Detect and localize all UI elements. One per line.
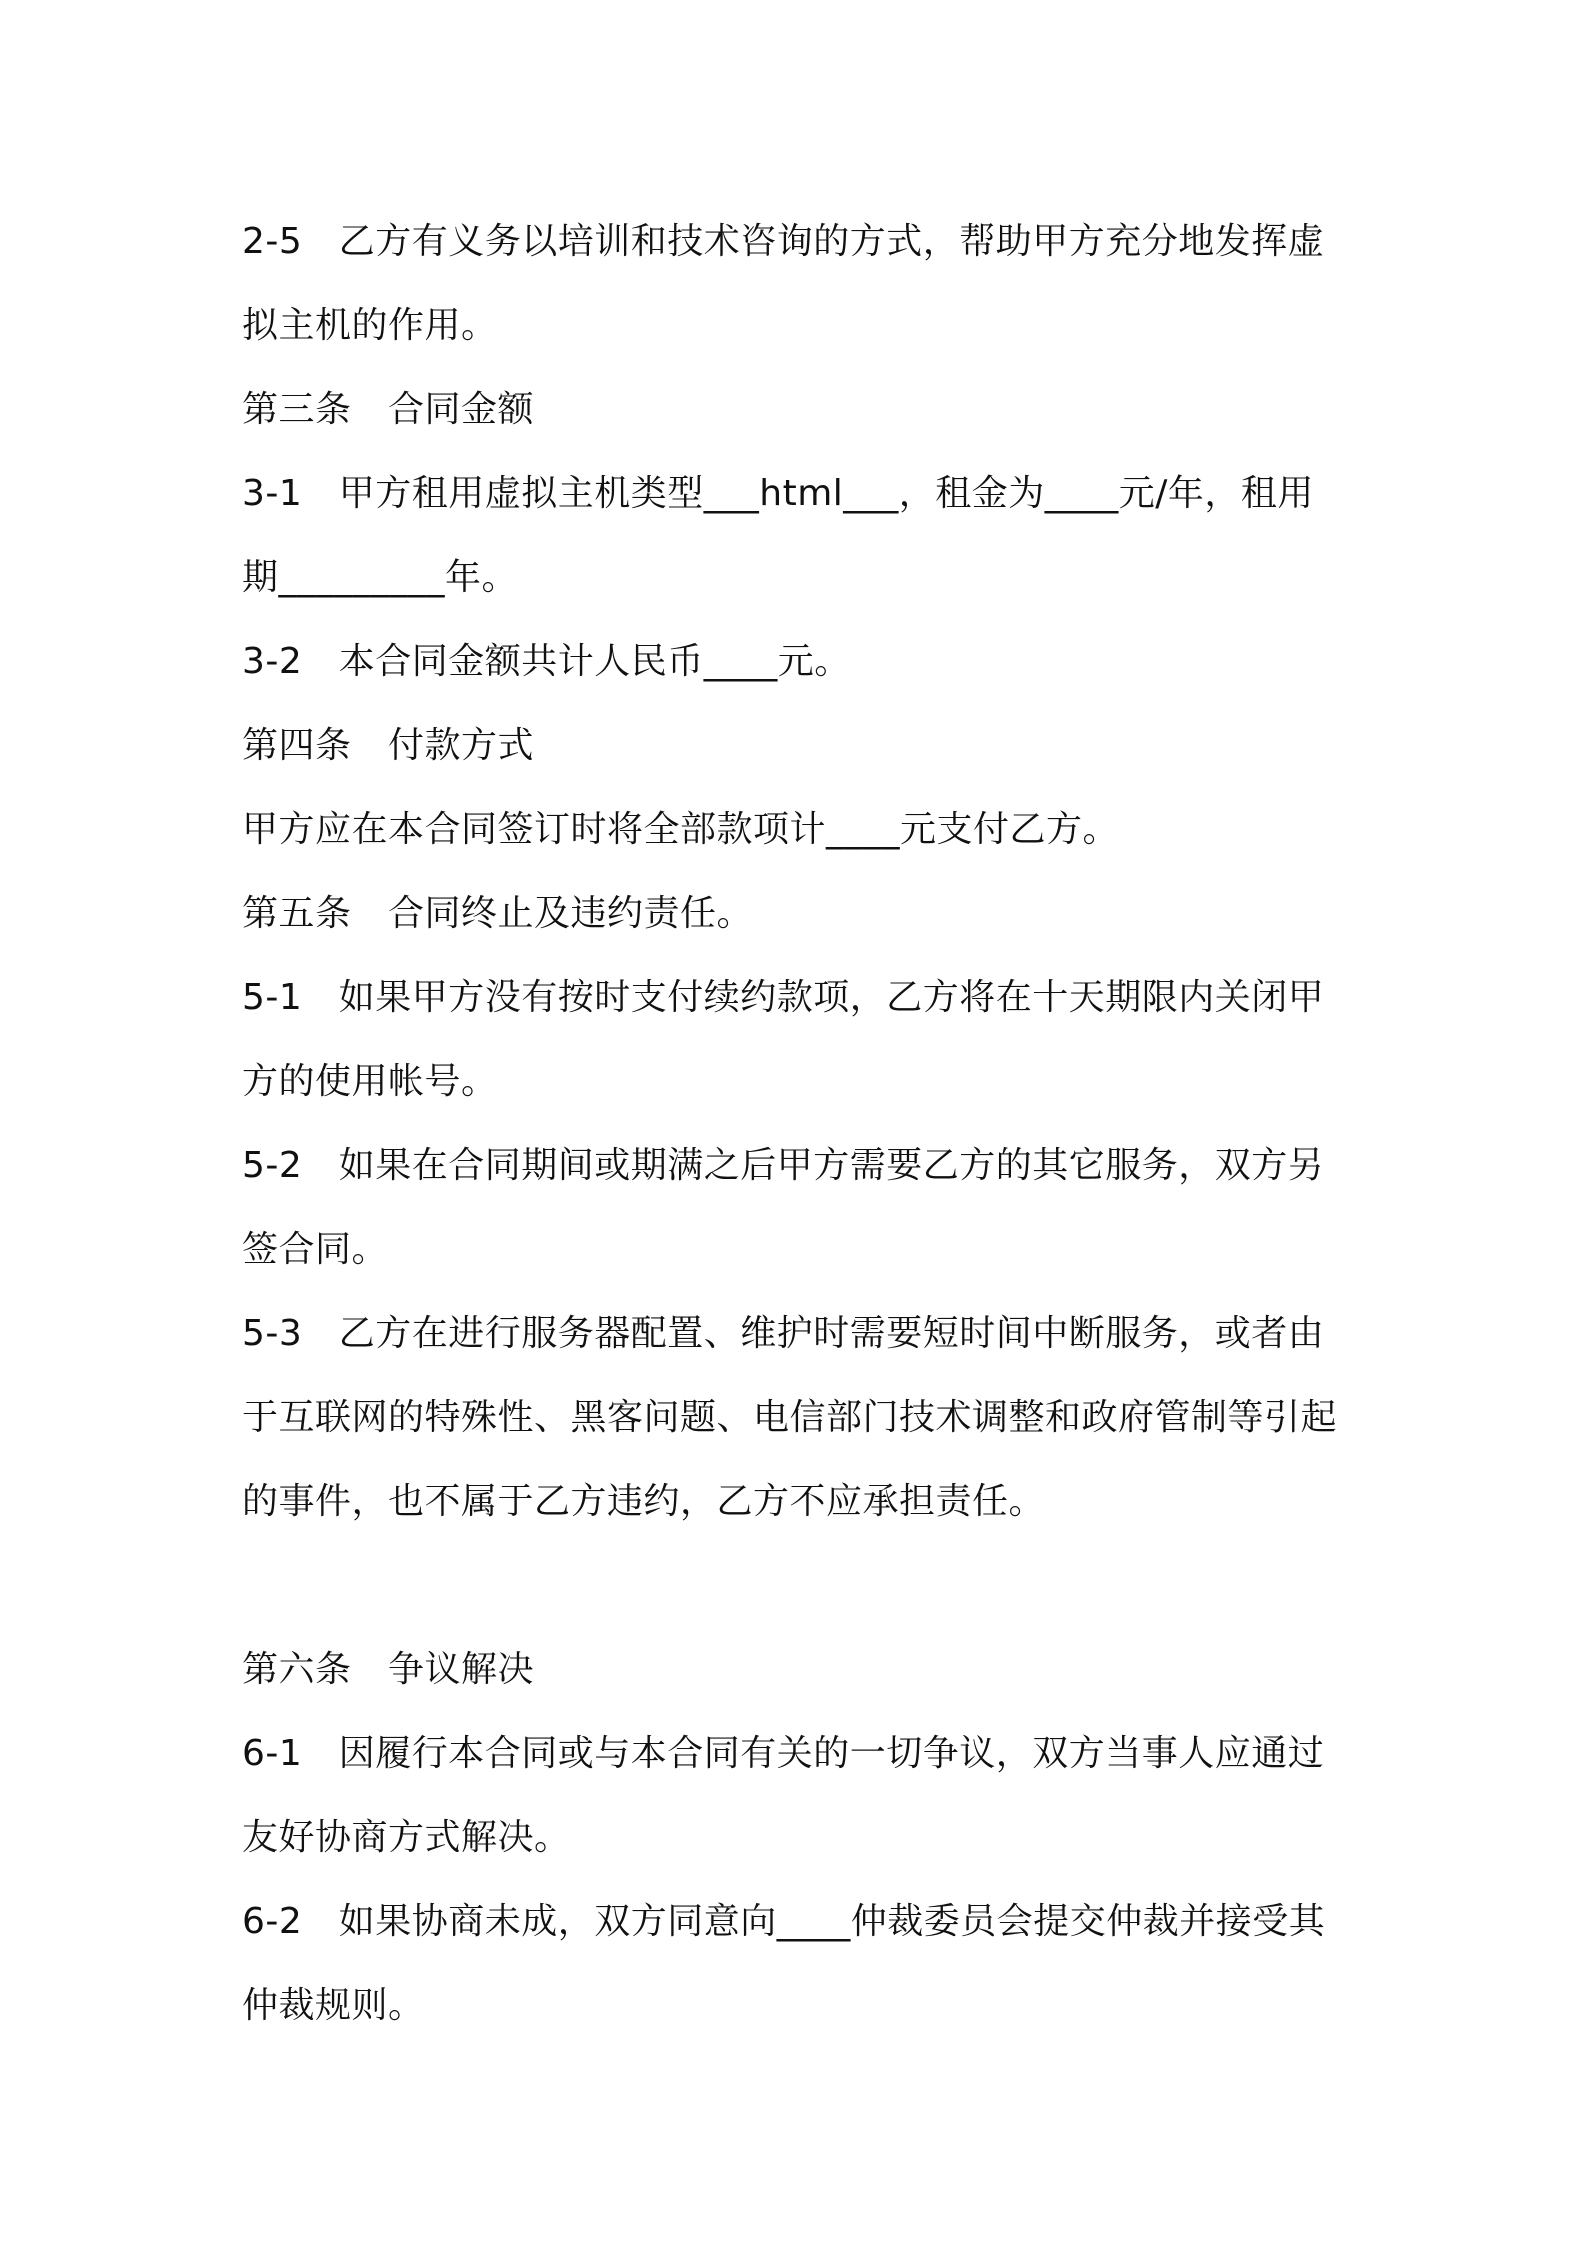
article-5-heading: 第五条 合同终止及违约责任。: [242, 893, 754, 934]
clause-5-3-line-1: 5-3 乙方在进行服务器配置、维护时需要短时间中断服务，或者由: [242, 1313, 1325, 1354]
clause-3-1-line-2: 期_________年。: [242, 557, 519, 598]
clause-5-1-line-1: 5-1 如果甲方没有按时支付续约款项，乙方将在十天期限内关闭甲: [242, 977, 1325, 1018]
clause-5-3-line-3: 的事件，也不属于乙方违约，乙方不应承担责任。: [242, 1481, 1046, 1522]
clause-6-1-line-1: 6-1 因履行本合同或与本合同有关的一切争议，双方当事人应通过: [242, 1733, 1325, 1774]
clause-3-1-line-1: 3-1 甲方租用虚拟主机类型___html___，租金为____元/年，租用: [242, 473, 1314, 514]
clause-6-2-line-2: 仲裁规则。: [242, 1985, 425, 2026]
article-6-heading: 第六条 争议解决: [242, 1649, 535, 1690]
article-3-heading: 第三条 合同金额: [242, 389, 535, 430]
clause-2-5-line-1: 2-5 乙方有义务以培训和技术咨询的方式，帮助甲方充分地发挥虚: [242, 221, 1325, 262]
clause-5-1-line-2: 方的使用帐号。: [242, 1061, 498, 1102]
clause-2-5-line-2: 拟主机的作用。: [242, 305, 498, 346]
clause-6-1-line-2: 友好协商方式解决。: [242, 1817, 571, 1858]
clause-5-2-line-2: 签合同。: [242, 1229, 389, 1270]
clause-3-2: 3-2 本合同金额共计人民币____元。: [242, 641, 851, 682]
document-body: [242, 200, 1362, 2048]
clause-5-2-line-1: 5-2 如果在合同期间或期满之后甲方需要乙方的其它服务，双方另: [242, 1145, 1325, 1186]
article-4-text: 甲方应在本合同签订时将全部款项计____元支付乙方。: [242, 809, 1120, 850]
clause-6-2-line-1: 6-2 如果协商未成，双方同意向____仲裁委员会提交仲裁并接受其: [242, 1901, 1326, 1942]
article-4-heading: 第四条 付款方式: [242, 725, 535, 766]
clause-5-3-line-2: 于互联网的特殊性、黑客问题、电信部门技术调整和政府管制等引起: [242, 1397, 1338, 1438]
paragraph-gap: [242, 1544, 1362, 1628]
